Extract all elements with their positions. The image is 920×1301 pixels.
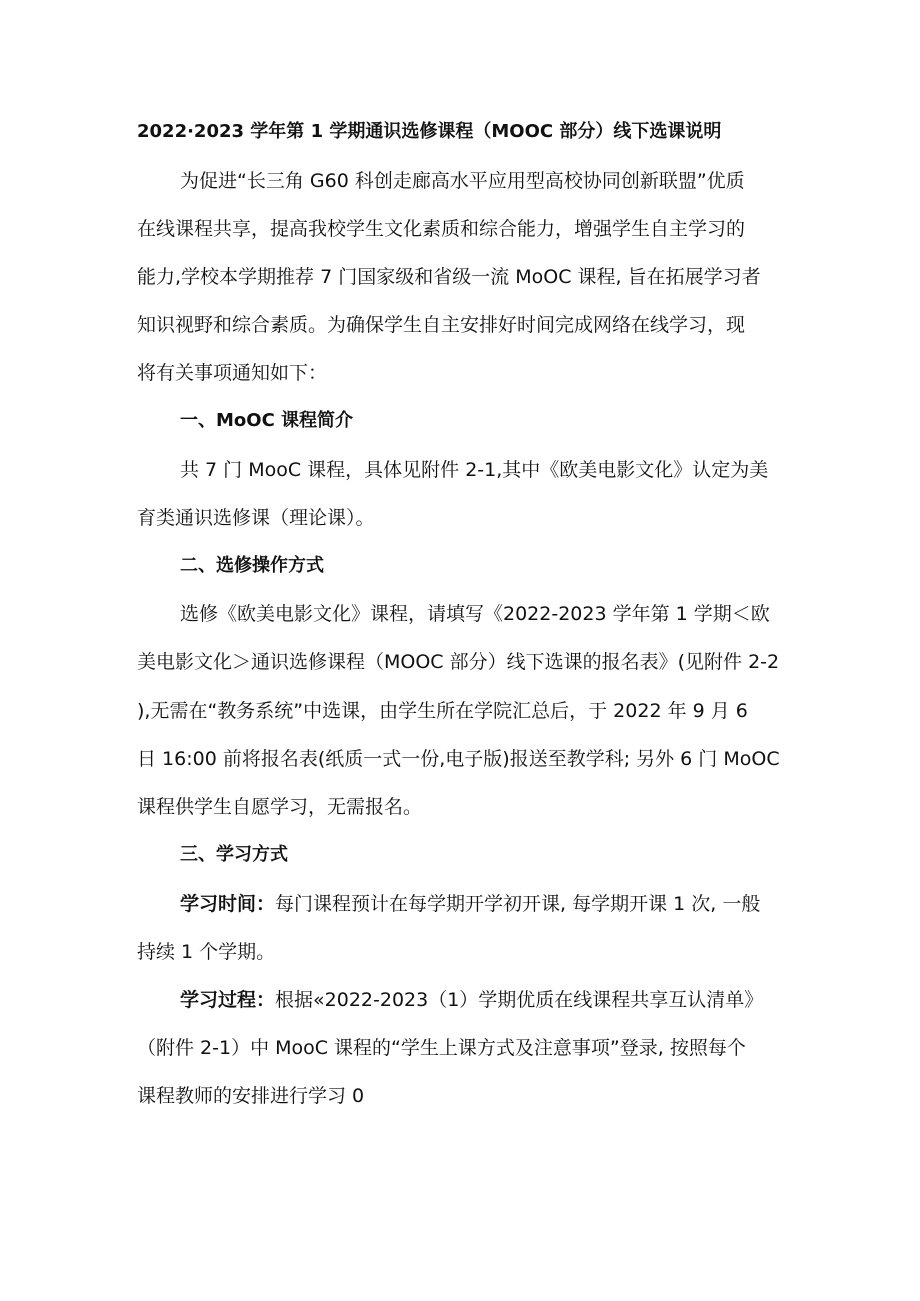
section-1-line-1: 共 7 门 MooC 课程，具体见附件 2-1,其中《欧美电影文化》认定为美 bbox=[180, 459, 769, 481]
study-process-line-3: 课程教师的安排进行学习 0 bbox=[137, 1085, 365, 1107]
study-time-text: 每门课程预计在每学期开学初开课, 每学期开课 1 次, 一般 bbox=[275, 893, 761, 915]
intro-line-4: 知识视野和综合素质。为确保学生自主安排好时间完成网络在线学习，现 bbox=[137, 314, 746, 336]
section-1-heading: 一、MoOC 课程简介 bbox=[180, 410, 354, 431]
intro-line-2: 在线课程共享，提高我校学生文化素质和综合能力，增强学生自主学习的 bbox=[137, 218, 746, 240]
section-1-line-2: 育类通识选修课（理论课）。 bbox=[137, 507, 375, 529]
intro-line-3: 能力,学校本学期推荐 7 门国家级和省级一流 MoOC 课程, 旨在拓展学习者 bbox=[137, 266, 761, 288]
section-2-line-5: 课程供学生自愿学习，无需报名。 bbox=[137, 796, 423, 818]
study-time-label: 学习时间： bbox=[180, 893, 276, 915]
study-process-line-2: （附件 2-1）中 MooC 课程的“学生上课方式及注意事项”登录, 按照每个 bbox=[137, 1037, 746, 1059]
section-2-line-2: 美电影文化＞通识选修课程（MOOC 部分）线下选课的报名表》(见附件 2-2 bbox=[137, 651, 780, 673]
section-2-line-3: ),无需在“教务系统”中选课，由学生所在学院汇总后，于 2022 年 9 月 6 bbox=[137, 700, 748, 722]
document-title: 2022·2023 学年第 1 学期通识选修课程（MOOC 部分）线下选课说明 bbox=[137, 121, 722, 142]
study-process-text: 根据«2022-2023（1）学期优质在线课程共享互认清单》 bbox=[275, 989, 764, 1011]
section-2-heading: 二、选修操作方式 bbox=[180, 555, 324, 576]
section-2-line-4: 日 16:00 前将报名表(纸质一式一份,电子版)报送至教学科; 另外 6 门 MoOC bbox=[137, 748, 780, 770]
study-process-label: 学习过程： bbox=[180, 989, 276, 1011]
study-process-line-1 bbox=[180, 985, 920, 1015]
intro-line-1: 为促进“长三角 G60 科创走廊高水平应用型高校协同创新联盟”优质 bbox=[180, 170, 745, 192]
intro-line-5: 将有关事项通知如下： bbox=[137, 362, 328, 384]
section-3-heading: 三、学习方式 bbox=[180, 844, 288, 865]
study-time-line-1 bbox=[180, 889, 920, 919]
study-time-line-2: 持续 1 个学期。 bbox=[137, 941, 276, 963]
section-2-line-1: 选修《欧美电影文化》课程，请填写《2022-2023 学年第 1 学期＜欧 bbox=[180, 603, 770, 625]
